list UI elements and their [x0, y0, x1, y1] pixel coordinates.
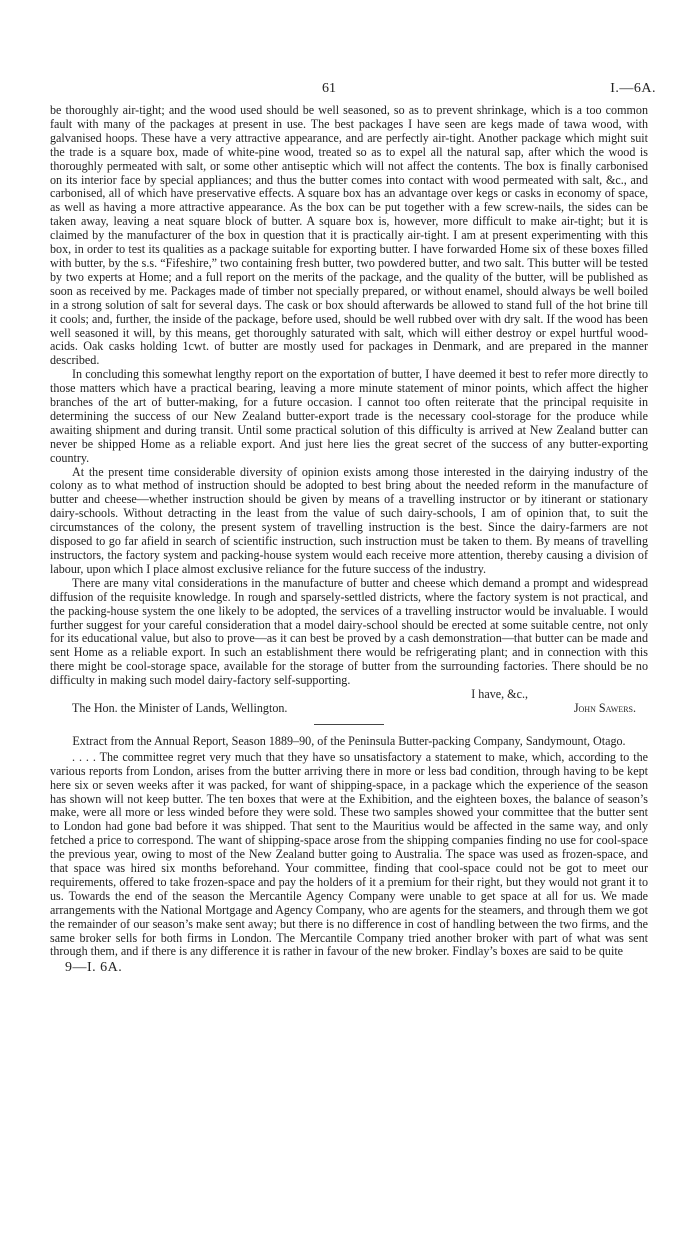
page-number: 61	[322, 81, 336, 96]
signature: John Sawers.	[573, 700, 636, 715]
paragraph-instruction: At the present time considerable diversity of opinion exists among those interested in the dairying industry of the colony as to what method of instruction should be adopted to best bring about the needed reform in the manufacture of butter and cheese—whether instruction should be given by means of a travelling instructor or by itinerant or stationary dairy-schools. Without detracting in the least from the value of such dairy-schools, I am of opinion that, to suit the circumstances of the colony, the present system of travelling instruction is the best. Since the dairy-farmers are not disposed to go far afield in search of scientific instruction, such instruction must be taken to them. By means of travelling instructors, the factory system and packing-house system would each receive more attention, thereby causing a division of labour, upon which I place almost exclusive reliance for the future success of the industry.	[50, 464, 648, 576]
valediction-row	[50, 688, 648, 702]
valediction: I have, &c.,	[471, 687, 528, 702]
extract-title: Extract from the Annual Report, Season 1889–90, of the Peninsula Butter-packing Company, Sandymount, Otago.	[72, 733, 626, 748]
addressee: The Hon. the Minister of Lands, Wellington.	[72, 700, 288, 715]
extract-body: . . . . The committee regret very much that they have so unsatisfactory a statement to make, which, according to the various reports from London, arises from the butter arriving there in more or less bad condition, through having to be kept here six or seven weeks after it was packed, for want of shipping-space, in a package which the experience of the season has shown will not keep butter. The ten boxes that were at the Exhibition, and the eighteen boxes, the balance of season’s make, were all more or less winded before they were sold. These two samples showed your committee that the butter sent to London had gone bad before it was shipped. That sent to the Mauritius would be affected in the same way, and only fetched a price to correspond. The want of shipping-space arose from the shipping companies finding no use for cool-space the previous year, owing to most of the New Zealand butter going to Australia. The space was used as frozen-space, and that space was hired six months beforehand. Your committee, finding that cool-space could not be got to meet our requirements, offered to take frozen-space and pay the holders of it a premium for their right, but they would not grant it to us. Towards the end of the season the Mercantile Agency Company were unable to get space at all for us. We made arrangements with the National Mortgage and Agency Company, who are agents for the steamers, and through them we got the remainder of our season’s make sent away; but there is no difference in cost of handling between the two firms, and the same broker sells for both firms in London. The Mercantile Company tried another broker with part of what was sent through them, and if there is any difference it is rather in favour of the new broker. Findlay’s boxes are said to be quite	[50, 749, 648, 959]
paragraph-packages: be thoroughly air-tight; and the wood used should be well seasoned, so as to prevent shrinkage, which is a too common fault with many of the packages at present in use. The best packages I have seen are kegs made of tawa wood, with galvanised hoops. These have a very attractive appearance, and are perfectly air-tight. Another package which might suit the trade is a square box, made of white-pine wood, treated so as to expel all the natural sap, after which the wood is thoroughly permeated with salt, or some other antiseptic which will not affect the contents. The box is finally carbonised on its interior face by special appliances; and thus the butter comes into contact with wood permeated with salt, &c., and carbonised, all of which have preservative effects. A square box has an advantage over kegs or casks in economy of space, as well as having a more attractive appearance. As the box can be put together with a few screw-nails, the sides can be taken away, leaving a neat square block of butter. A square box is, however, more difficult to make air-tight; but it is claimed by the manufacturer of the box in question that it is practically air-tight. I am at present experimenting with this box, in order to test its qualities as a package suitable for exporting butter. I have forwarded Home six of these boxes filled with butter, by the s.s. “Fifeshire,” two containing fresh butter, two powdered butter, and two salt. This butter will be tested by two experts at Home; and a full report on the merits of the package, and the quality of the butter, will be published as soon as received by me. Packages made of timber not specially prepared, or without enamel, should always be well boiled in a strong solution of salt for several days. The cask or box should afterwards be allowed to stand full of the hot brine till it cools; and, further, the inside of the package, before used, should be well rubbed over with dry salt. If the wood has been well seasoned it will, by this means, get thoroughly saturated with salt, which will either destroy or expel hurtful wood-acids. Oak casks holding 1cwt. of butter are mostly used for packages in Denmark, and are prepared in the manner described.	[50, 103, 648, 368]
document-reference: I.—6A.	[610, 81, 656, 96]
page-header	[0, 82, 700, 100]
signature-mark: 9—I. 6A.	[65, 960, 123, 976]
paragraph-concluding: In concluding this somewhat lengthy report on the exportation of butter, I have deemed it best to refer more directly to those matters which have a practical bearing, leaving a more minute statement of minor points, which affect the higher branches of the art of butter-making, for a future occasion. I cannot too often reiterate that the principal requisite in determining the success of our New Zealand butter-export trade is the necessary cool-storage for the produce while awaiting shipment and during transit. Until some practical solution of this difficulty is arrived at New Zealand butter can never be shipped Home as a reliable export. And just here lies the great secret of the success of any butter-exporting country.	[50, 367, 648, 465]
paragraph-considerations: There are many vital considerations in the manufacture of butter and cheese which demand a prompt and widespread diffusion of the requisite knowledge. In rough and sparsely-settled districts, where the factory system is not practical, and the packing-house system the one likely to be adopted, the services of a travelling instructor would be invaluable. I would further suggest for your careful consideration that a model dairy-school should be erected at some suitable centre, not only for its educational value, but also to prove—as it can best be proved by a cash demonstration—that butter can be made and sent Home as a reliable export. In such an establishment there would be refrigerating plant; and in connection with this there might be cool-storage space, available for the storage of butter from the surrounding factories. There should be no difficulty in making such model dairy-factory self-supporting.	[50, 575, 648, 688]
signature-row	[50, 702, 648, 716]
section-divider	[314, 724, 384, 725]
page-body	[50, 104, 648, 975]
